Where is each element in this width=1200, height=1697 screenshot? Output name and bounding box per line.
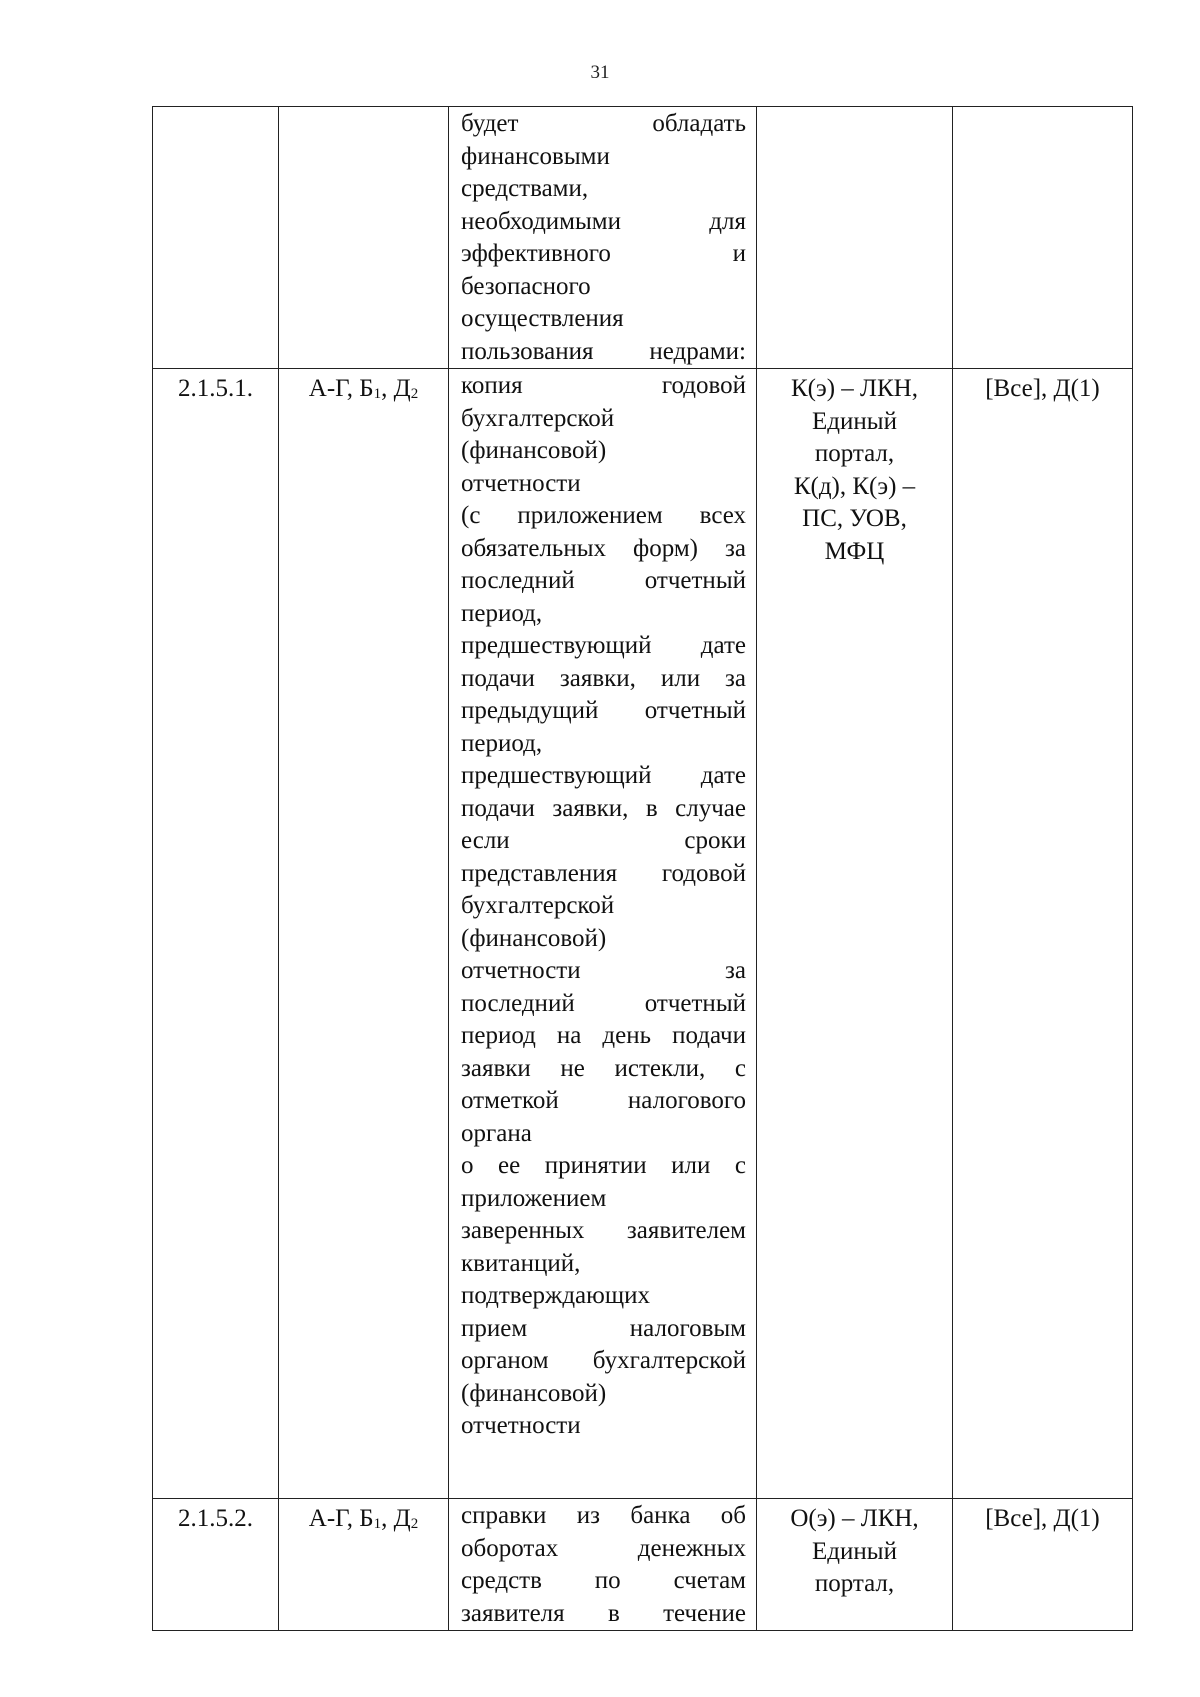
channel-line: К(д), К(э) – bbox=[793, 472, 916, 500]
channel-line: МФЦ bbox=[824, 537, 885, 565]
code-cell bbox=[279, 107, 449, 369]
description-line: период, bbox=[461, 729, 543, 757]
description-line: предшествующий дате bbox=[461, 632, 746, 659]
channel-line: Единый bbox=[812, 407, 897, 435]
description-line: предыдущий отчетный bbox=[461, 697, 746, 724]
item-number: 2.1.5.2. bbox=[153, 1499, 279, 1631]
description-line: (финансовой) bbox=[461, 924, 607, 952]
scope-cell: [Все], Д(1) bbox=[953, 369, 1133, 1499]
description-line: отчетности bbox=[461, 469, 581, 497]
table-row-continuation bbox=[153, 107, 1133, 369]
description-line: органа bbox=[461, 1119, 532, 1147]
description-line: бухгалтерской bbox=[461, 892, 615, 919]
description-line: заявки не истекли, с bbox=[461, 1054, 746, 1082]
description-cell bbox=[449, 1499, 757, 1631]
channel-line: портал, bbox=[814, 1570, 895, 1597]
channel-cell bbox=[757, 107, 953, 369]
description-line: подтверждающих bbox=[461, 1282, 650, 1309]
channel-line: Единый bbox=[812, 1537, 897, 1565]
page-number: 31 bbox=[590, 62, 610, 83]
table-row-2-1-5-2 bbox=[153, 1499, 1133, 1631]
description-line: (с приложением всех bbox=[461, 502, 746, 529]
description-line: средств по счетам bbox=[461, 1567, 746, 1594]
requirements-table bbox=[152, 106, 1133, 1631]
description-line: копия годовой bbox=[461, 372, 746, 399]
description-line: органом бухгалтерской bbox=[461, 1347, 746, 1374]
description-line: пользования недрами: bbox=[461, 337, 746, 365]
description-line: бухгалтерской bbox=[461, 404, 615, 432]
table-row-2-1-5-1 bbox=[153, 369, 1133, 1499]
scope-cell bbox=[953, 107, 1133, 369]
description-line: безопасного bbox=[461, 272, 591, 300]
description-line: подачи заявки, или за bbox=[461, 664, 746, 692]
description-line: период, bbox=[461, 599, 543, 627]
description-line: приложением bbox=[461, 1184, 607, 1212]
description-line: оборотах денежных bbox=[461, 1534, 746, 1562]
description-cell bbox=[449, 369, 757, 1499]
description-line: (финансовой) bbox=[461, 1379, 607, 1407]
item-number: 2.1.5.1. bbox=[153, 369, 279, 1499]
channel-line: ПС, УОВ, bbox=[802, 505, 907, 532]
channel-line: О(э) – ЛКН, bbox=[790, 1505, 919, 1532]
number-cell bbox=[153, 107, 279, 369]
submission-channels bbox=[757, 1499, 953, 1631]
description-line: предшествующий дате bbox=[461, 762, 746, 789]
description-line: заявителя в течение bbox=[461, 1599, 746, 1627]
description-line: последний отчетный bbox=[461, 567, 746, 594]
description-line: заверенных заявителем bbox=[461, 1217, 746, 1244]
description-line: период на день подачи bbox=[461, 1022, 746, 1049]
description-line: отчетности за bbox=[461, 957, 746, 984]
channel-line: К(э) – ЛКН, bbox=[791, 375, 918, 402]
description-line: подачи заявки, в случае bbox=[461, 794, 746, 822]
description-line: о ее принятии или с bbox=[461, 1152, 746, 1179]
applicant-code: А-Г, $Б_1$, $Д_2$ bbox=[279, 1499, 449, 1631]
description-line: финансовыми bbox=[461, 142, 610, 170]
description-line: будет обладать bbox=[461, 110, 746, 137]
description-line: прием налоговым bbox=[461, 1314, 746, 1342]
description-line: справки из банка об bbox=[461, 1502, 746, 1529]
description-line: отчетности bbox=[461, 1412, 581, 1439]
description-line: последний отчетный bbox=[461, 989, 746, 1017]
description-line: обязательных форм) за bbox=[461, 534, 746, 562]
applicant-code: А-Г, $Б_1$, $Д_2$ bbox=[279, 369, 449, 1499]
submission-channels bbox=[757, 369, 953, 1499]
description-line: если сроки bbox=[461, 827, 746, 854]
description-line: представления годовой bbox=[461, 859, 746, 887]
description-line: квитанций, bbox=[461, 1249, 581, 1277]
description-line: средствами, bbox=[461, 175, 589, 202]
scope-cell: [Все], Д(1) bbox=[953, 1499, 1133, 1631]
description-line: эффективного и bbox=[461, 240, 746, 267]
channel-line: портал, bbox=[814, 440, 895, 467]
description-line: отметкой налогового bbox=[461, 1087, 746, 1114]
description-line: осуществления bbox=[461, 305, 624, 332]
description-cell bbox=[449, 107, 757, 369]
description-line: (финансовой) bbox=[461, 437, 607, 464]
description-line: необходимыми для bbox=[461, 207, 746, 235]
